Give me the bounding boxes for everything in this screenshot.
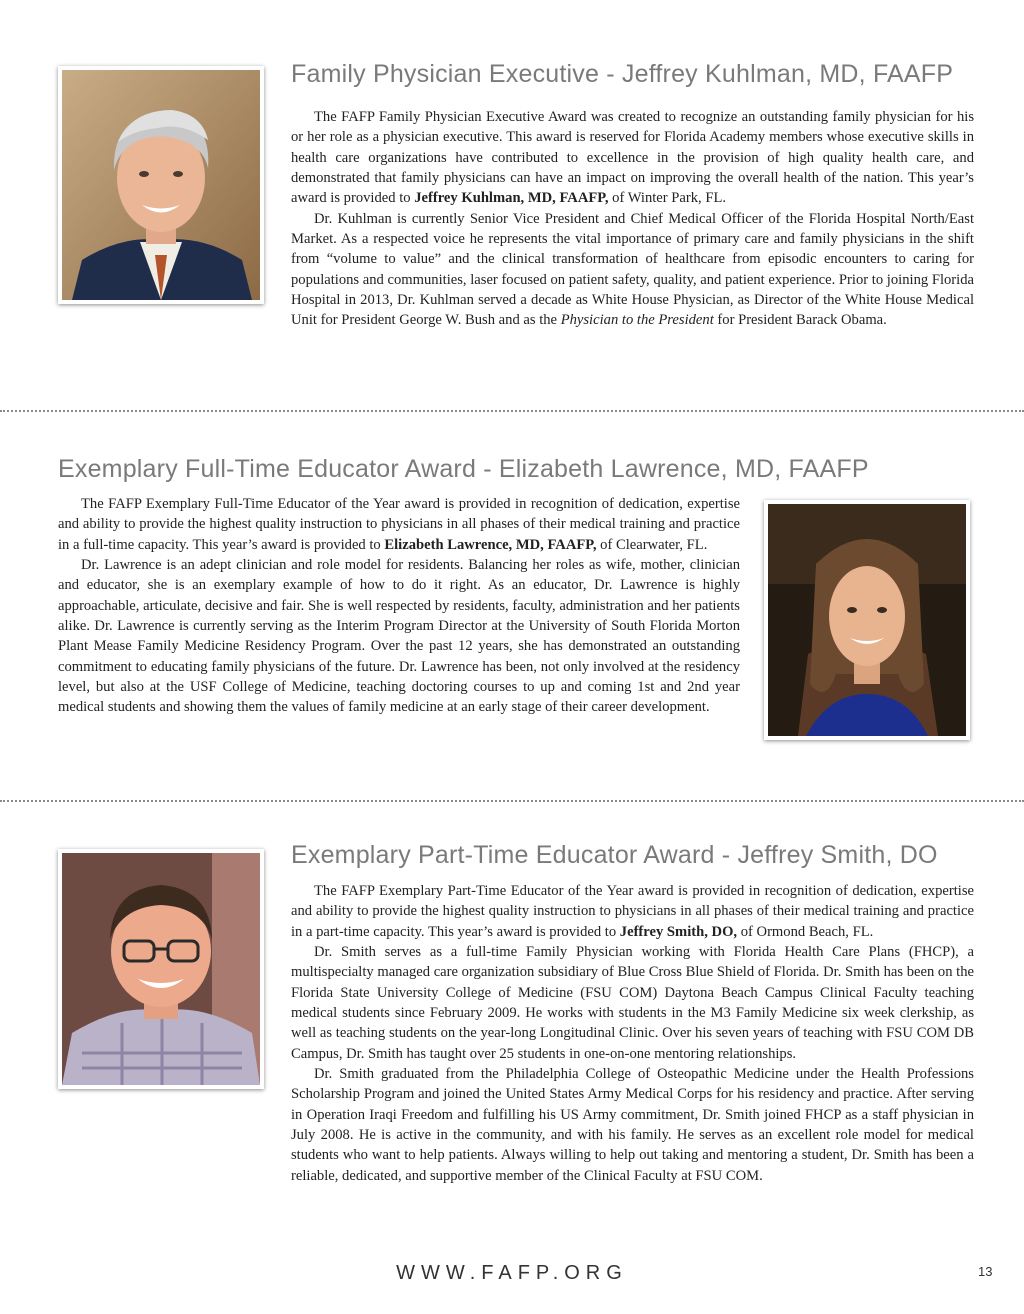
award-body-lawrence bbox=[58, 494, 740, 718]
paragraph: The FAFP Family Physician Executive Award was created to recognize an outstanding family physician for his or her role as a physician executive. This award is reserved for Florida Academy members whose executive skills in health care organizations have contributed to excellence in the provision of high quality health care, and demonstrated that family physicians can have an impact on improving the overall health of the nation. This year’s award is provided to Jeffrey Kuhlman, MD, FAAFP, of Winter Park, FL. bbox=[291, 109, 974, 207]
portrait-photo-icon bbox=[62, 853, 260, 1085]
paragraph: The FAFP Exemplary Full-Time Educator of the Year award is provided in recognition of dedication, expertise and ability to provide the highest quality instruction to physicians in all phases of their medical training and practice in a full-time capacity. This year’s award is provided to Elizabeth Lawrence, MD, FAAFP, of Clearwater, FL. bbox=[58, 496, 740, 553]
paragraph: Dr. Kuhlman is currently Senior Vice President and Chief Medical Officer of the Florida Hospital North/East Market. As a respected voice he represents the vital importance of primary care and family physicians in the shift from “volume to value” and the clinical transformation of healthcare from episodic encounters to caring for populations and communities, laser focused on patient safety, quality, and patient experience. Prior to joining Florida Hospital in 2013, Dr. Kuhlman served a decade as White House Physician, as Director of the White House Medical Unit for President George W. Bush and as the Physician to the President for President Barack Obama. bbox=[291, 210, 974, 329]
awardee-name: Jeffrey Smith, DO, bbox=[619, 923, 738, 940]
award-body-smith bbox=[291, 881, 974, 1186]
paragraph: The FAFP Exemplary Part-Time Educator of the Year award is provided in recognition of dedication, expertise and ability to provide the highest quality instruction to physicians in all phases of their medical training and practice in a part-time capacity. This year’s award is provided to Jeffrey Smith, DO, of Ormond Beach, FL. bbox=[291, 883, 974, 940]
portrait-photo-icon bbox=[768, 504, 966, 736]
paragraph: Dr. Smith graduated from the Philadelphia College of Osteopathic Medicine under the Health Professions Scholarship Program and joined the United States Army Medical Corps for his residency and practice. After serving in Operation Iraqi Freedom and fulfilling his US Army commitment, Dr. Smith joined FHCP as a staff physician in July 2008. He is active in the community, and with his family. He serves as an excellent role model for medical students who want to help patients. Always willing to help out taking and mentoring a student, Dr. Smith has been a reliable, dedicated, and supportive member of the Clinical Faculty at FSU COM. bbox=[291, 1066, 974, 1184]
paragraph: Dr. Smith serves as a full-time Family Physician working with Florida Health Care Plans (FHCP), a multispecialty managed care organization subsidiary of Blue Cross Blue Shield of Florida. Dr. Smith has been on the Florida State University College of Medicine (FSU COM) Daytona Beach Campus Clinical Faculty teaching medical students since February 2009. He works with students in the M3 Family Medicine six week clerkship, as well as teaching students on the year-long Longitudinal Clinic. Over his seven years of teaching with FSU COM DB Campus, Dr. Smith has taught over 25 students in one-on-one mentoring relationships. bbox=[291, 944, 974, 1062]
paragraph: Dr. Lawrence is an adept clinician and role model for residents. Balancing her roles as wife, mother, clinician and educator, she is an exemplary example of how to do it right. As an educator, Dr. Lawrence is highly approachable, articulate, decisive and fair. She is well respected by residents, faculty, administration and her patients alike. Dr. Lawrence is currently serving as the Interim Program Director at the University of South Florida Morton Plant Mease Family Medicine Residency Program. Over the past 12 years, she has demonstrated an outstanding commitment to educating family physicians of the future. Dr. Lawrence has been, not only involved at the residency level, but also at the USF College of Medicine, teaching doctoring courses to up and coming 1st and 2nd year medical students and showing them the values of family medicine at an early stage of their career development. bbox=[58, 557, 740, 716]
kuhlman-photo bbox=[58, 66, 264, 304]
awardee-name: Elizabeth Lawrence, MD, FAAFP, bbox=[384, 536, 597, 553]
section-divider bbox=[0, 410, 1024, 412]
award-heading-kuhlman: Family Physician Executive - Jeffrey Kuhlman, MD, FAAFP bbox=[291, 60, 954, 88]
page-number: 13 bbox=[978, 1264, 993, 1279]
portrait-photo-icon bbox=[62, 70, 260, 300]
section-divider bbox=[0, 800, 1024, 802]
award-body-kuhlman bbox=[291, 107, 974, 331]
award-heading-lawrence: Exemplary Full-Time Educator Award - Elizabeth Lawrence, MD, FAAFP bbox=[58, 455, 869, 483]
award-heading-smith: Exemplary Part-Time Educator Award - Jeffrey Smith, DO bbox=[291, 841, 938, 869]
awardee-name: Jeffrey Kuhlman, MD, FAAFP, bbox=[414, 190, 609, 207]
footer-website-url[interactable]: WWW.FAFP.ORG bbox=[396, 1262, 628, 1284]
smith-photo bbox=[58, 849, 264, 1089]
lawrence-photo bbox=[764, 500, 970, 740]
